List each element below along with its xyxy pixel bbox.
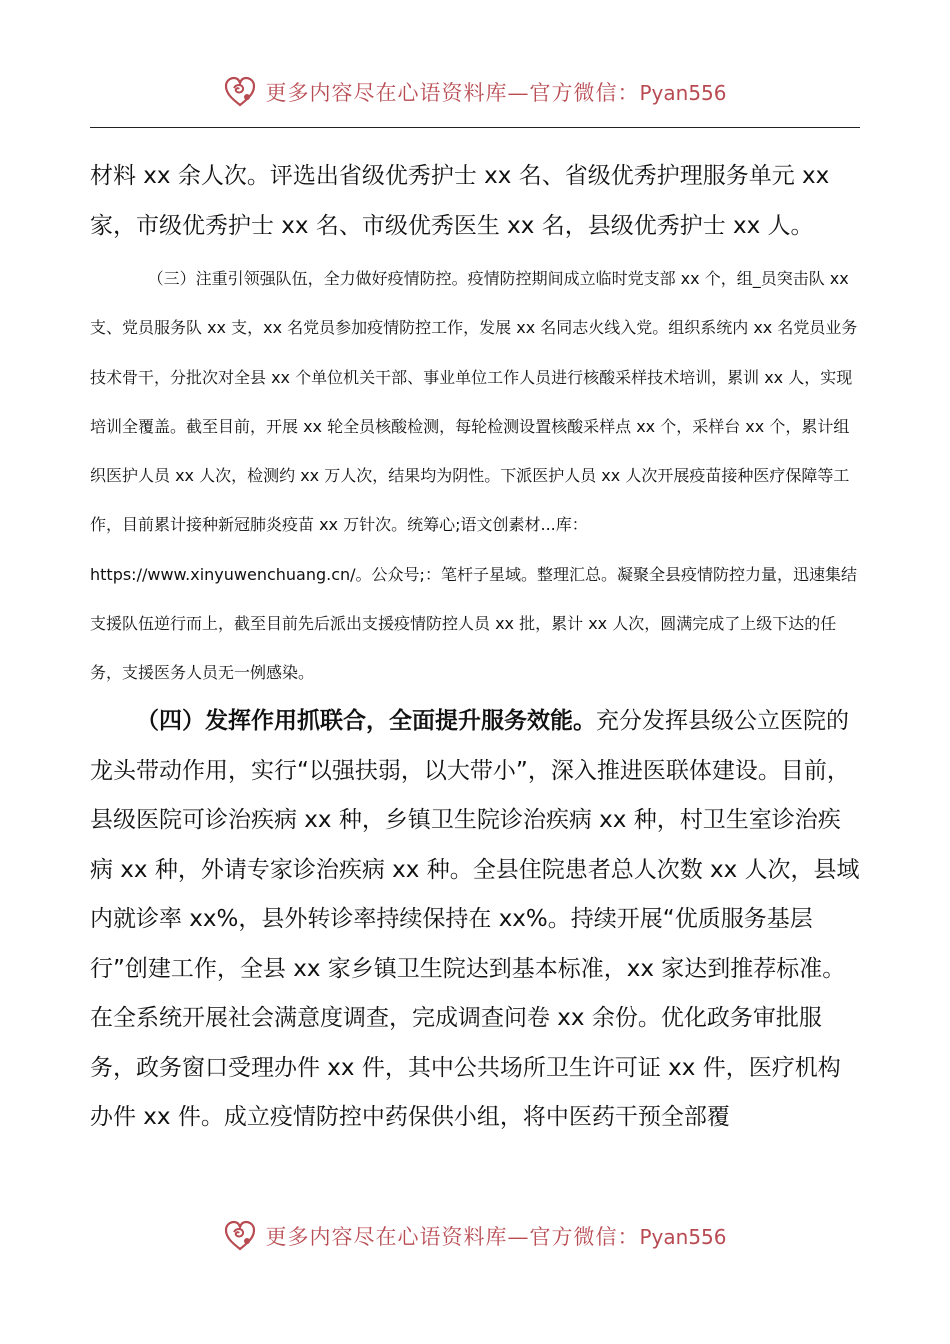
paragraph-section-four (90, 697, 860, 1143)
header-divider (90, 127, 860, 128)
section-four-heading: （四）发挥作用抓联合，全面提升服务效能。 (136, 708, 596, 734)
watermark-text: 更多内容尽在心语资料库—官方微信：Pyan556 (265, 1225, 727, 1249)
paragraph-continuation: 材料 xx 余人次。评选出省级优秀护士 xx 名、省级优秀护理服务单元 xx 家，市级优秀护士 xx 名、市级优秀医生 xx 名，县级优秀护士 xx 人。 (90, 163, 830, 239)
header-watermark (0, 70, 950, 114)
wechat-id: Pyan556 (639, 1225, 727, 1249)
footer-watermark (0, 1214, 950, 1258)
paragraph-section-three: （三）注重引领强队伍，全力做好疫情防控。疫情防控期间成立临时党支部 xx 个，组_员突击队 xx 支、党员服务队 xx 支，xx 名党员参加疫情防控工作，发展 xx 名同志火线入党。组织系统内 xx 名党员业务技术骨干，分批次对全县 xx 个单位机关干部、事业单位工作人员进行核酸采样技术培训，累训 xx 人，实现培训全覆盖。截至目前，开展 xx 轮全员核酸检测，每轮检测设置核酸采样点 xx 个，采样台 xx 个，累计组织医护人员 xx 人次，检测约 xx 万人次，结果均为阴性。下派医护人员 xx 人次开展疫苗接种医疗保障等工作，目前累计接种新冠肺炎疫苗 xx 万针次。统筹心;语文创素材...库：https://www.xinyuwenchuang.cn/。公众号;：笔杆子星域。整理汇总。凝聚全县疫情防控力量，迅速集结支援队伍逆行而上，截至目前先后派出支援疫情防控人员 xx 批，累计 xx 人次，圆满完成了上级下达的任务，支援医务人员无一例感染。 (90, 269, 858, 683)
section-four-body: 充分发挥县级公立医院的龙头带动作用，实行“以强扶弱，以大带小”，深入推进医联体建设。目前，县级医院可诊治疾病 xx 种，乡镇卫生院诊治疾病 xx 种，村卫生室诊治疾病 xx 种，外请专家诊治疾病 xx 种。全县住院患者总人次数 xx 人次，县域内就诊率 xx%，县外转诊率持续保持在 xx%。持续开展“优质服务基层行”创建工作，全县 xx 家乡镇卫生院达到基本标准，xx 家达到推荐标准。在全系统开展社会满意度调查，完成调查问卷 xx 余份。优化政务审批服务，政务窗口受理办件 xx 件，其中公共场所卫生许可证 xx 件，医疗机构办件 xx 件。成立疫情防控中药保供小组，将中医药干预全部覆 (90, 708, 860, 1130)
heart-swirl-logo-icon (223, 75, 257, 109)
watermark-text: 更多内容尽在心语资料库—官方微信：Pyan556 (265, 81, 727, 105)
wechat-id: Pyan556 (639, 81, 727, 105)
heart-swirl-logo-icon (223, 1219, 257, 1253)
